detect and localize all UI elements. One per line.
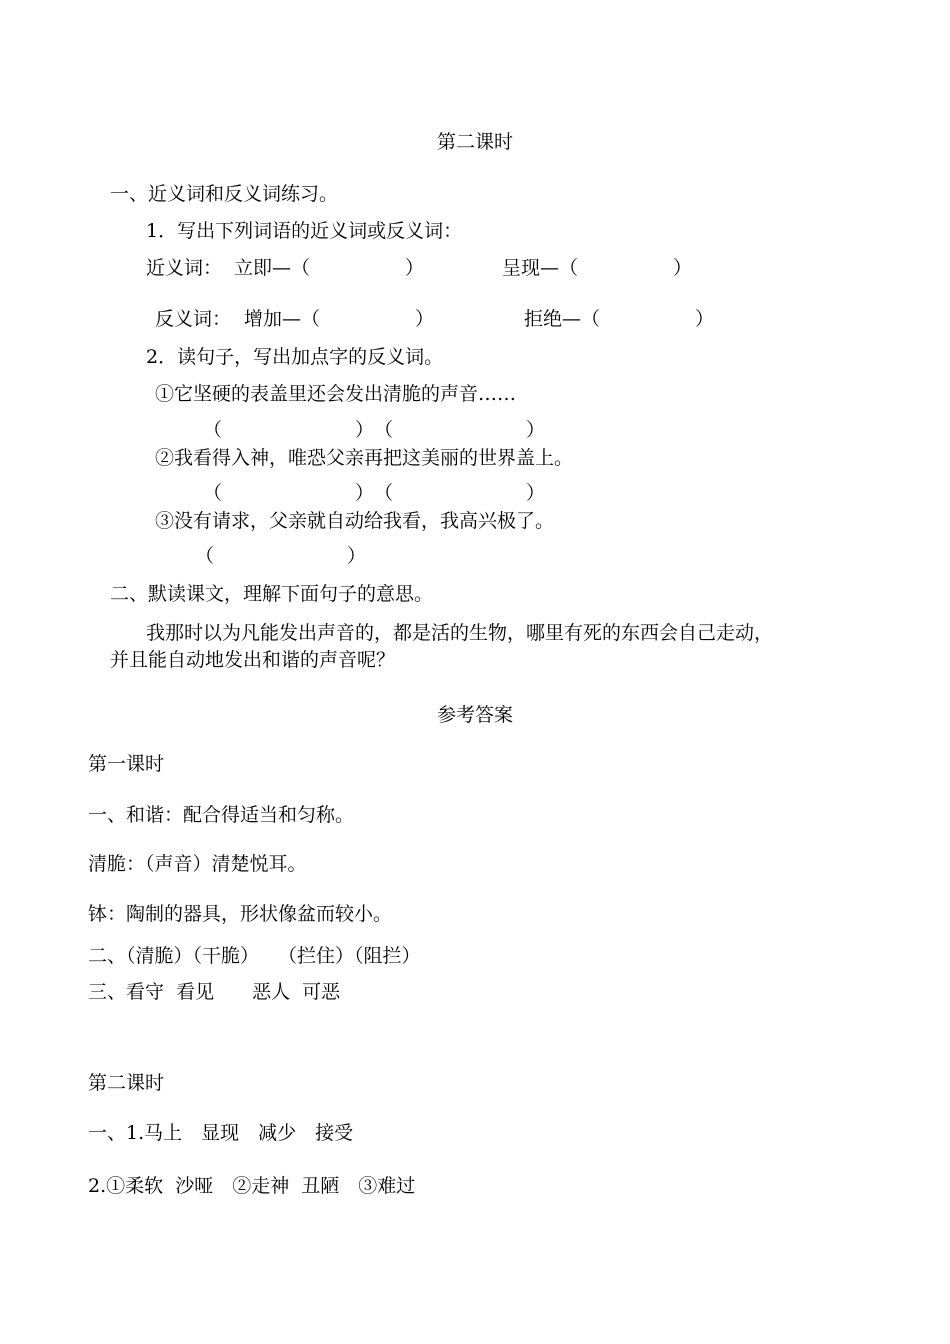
answer-line: 二、（清脆）（干脆） （拦住）（阻拦） bbox=[88, 945, 421, 967]
antonym-item-increase: 增加—（ ） bbox=[244, 308, 435, 330]
antonym-item-refuse: 拒绝—（ ） bbox=[524, 308, 715, 330]
synonym-item-immediately: 立即—（ ） bbox=[234, 257, 425, 279]
answer-line: 清脆：（声音）清楚悦耳。 bbox=[88, 853, 307, 875]
answer-line: 2.①柔软 沙哑 ②走神 丑陋 ③难过 bbox=[88, 1175, 416, 1197]
synonym-item-present: 呈现—（ ） bbox=[502, 257, 693, 279]
q2-blanks-3: （ ） bbox=[195, 545, 367, 567]
synonyms-label: 近义词： bbox=[146, 257, 223, 279]
answer-line: 钵：陶制的器具，形状像盆而较小。 bbox=[88, 903, 393, 925]
q2-blanks-2: （ ） （ ） bbox=[203, 482, 546, 504]
section2-heading: 二、默读课文，理解下面句子的意思。 bbox=[110, 583, 434, 605]
q2-sentence-3: ③没有请求，父亲就自动给我看，我高兴极了。 bbox=[155, 510, 555, 532]
answers-lesson2-title: 第二课时 bbox=[88, 1072, 165, 1094]
q2-sentence-1: ①它坚硬的表盖里还会发出清脆的声音…… bbox=[155, 383, 517, 405]
answer-line: 一、和谐：配合得适当和匀称。 bbox=[88, 804, 355, 826]
q2-sentence-2: ②我看得入神，唯恐父亲再把这美丽的世界盖上。 bbox=[155, 447, 574, 469]
section1-heading: 一、近义词和反义词练习。 bbox=[110, 183, 339, 205]
answer-line: 一、1.马上 显现 减少 接受 bbox=[88, 1122, 354, 1144]
answer-line: 三、看守 看见 恶人 可恶 bbox=[88, 981, 341, 1003]
answers-lesson1-title: 第一课时 bbox=[88, 753, 165, 775]
antonyms-label: 反义词： bbox=[155, 308, 232, 330]
passage-line-2: 并且能自动地发出和谐的声音呢？ bbox=[110, 649, 396, 671]
passage-line-1: 我那时以为凡能发出声音的，都是活的生物，哪里有死的东西会自己走动， bbox=[146, 622, 774, 644]
exercise-title: 第二课时 bbox=[436, 131, 513, 153]
q1-prompt: 1．写出下列词语的近义词或反义词： bbox=[146, 220, 463, 242]
q2-blanks-1: （ ） （ ） bbox=[203, 419, 546, 441]
q2-prompt: 2．读句子，写出加点字的反义词。 bbox=[146, 346, 444, 368]
answers-title: 参考答案 bbox=[436, 704, 513, 726]
